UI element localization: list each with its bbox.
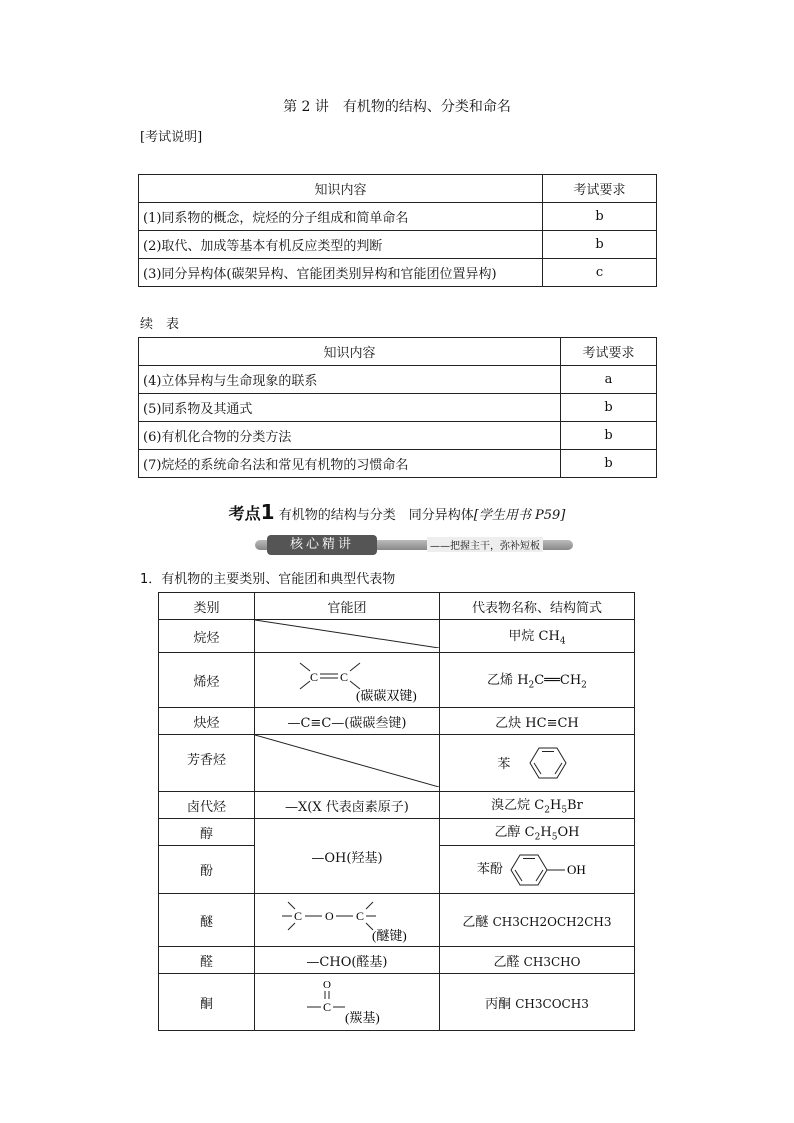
diagonal-line [255, 735, 439, 787]
category-alkyne: 炔烃 [159, 708, 255, 735]
header-requirement: 考试要求 [543, 175, 657, 203]
category-halide: 卤代烃 [159, 792, 255, 819]
group-alkyne: —C≡C—(碳碳叁键) [254, 708, 439, 735]
banner-label: 核心精讲 [267, 535, 377, 555]
table-row [139, 259, 657, 287]
rep-ether: 乙醚 CH3CH2OCH2CH3 [439, 894, 634, 947]
rep-alcohol: 乙醇 $C_2H_5OH$ [439, 819, 634, 846]
table-row [159, 735, 635, 792]
rep-aromatic: 苯 [439, 735, 634, 792]
row-level: c [543, 259, 657, 287]
category-ether: 醚 [159, 894, 255, 947]
row-content: (2)取代、加成等基本有机反应类型的判断 [139, 231, 543, 259]
table-row [139, 366, 657, 394]
rep-alkyne: 乙炔 HC≡CH [439, 708, 634, 735]
page-title: 第 2 讲 有机物的结构、分类和命名 [283, 99, 511, 115]
double-bond-structure [272, 655, 422, 705]
category-alcohol: 醇 [159, 819, 255, 846]
exam-description-label: [考试说明] [140, 130, 203, 145]
rep-halide: 溴乙烷 $C_2H_5Br$ [439, 792, 634, 819]
table-row [159, 947, 635, 974]
rep-alkane: 甲烷 $CH_4$ [439, 620, 634, 653]
banner-note: ——把握主干，弥补短板 [427, 537, 543, 552]
kaodian-title: 有机物的结构与分类 同分异构体 [278, 508, 474, 523]
section-title: 1．有机物的主要类别、官能团和典型代表物 [140, 572, 396, 587]
category-ketone: 酮 [159, 974, 255, 1031]
table-row [159, 792, 635, 819]
category-alkane: 烷烃 [159, 620, 255, 653]
requirements-table-2 [138, 337, 657, 478]
row-level: b [561, 422, 657, 450]
row-level: b [561, 450, 657, 478]
row-level: a [561, 366, 657, 394]
category-phenol: 酚 [159, 846, 255, 894]
svg-text:C: C [293, 909, 302, 923]
table-row [159, 653, 635, 708]
group-aldehyde: —CHO(醛基) [254, 947, 439, 974]
row-level: b [561, 394, 657, 422]
ether-bond-structure [272, 896, 422, 944]
phenol-structure-icon [507, 850, 597, 890]
header-category: 类别 [159, 593, 255, 620]
kaodian-heading [0, 500, 794, 524]
table-row [139, 231, 657, 259]
table-row [159, 974, 635, 1031]
group-alkene [254, 653, 439, 708]
header-content: 知识内容 [139, 175, 543, 203]
row-content: (1)同系物的概念，烷烃的分子组成和简单命名 [139, 203, 543, 231]
group-halide: —X(X 代表卤素原子) [254, 792, 439, 819]
group-ether [254, 894, 439, 947]
table-row [139, 394, 657, 422]
continued-label: 续 表 [140, 317, 180, 332]
row-content: (4)立体异构与生命现象的联系 [139, 366, 561, 394]
row-level: b [543, 231, 657, 259]
group-none [254, 735, 439, 792]
row-content: (7)烷烃的系统命名法和常见有机物的习惯命名 [139, 450, 561, 478]
row-level: b [543, 203, 657, 231]
row-content: (5)同系物及其通式 [139, 394, 561, 422]
kaodian-prefix: 考点 [228, 504, 261, 523]
header-requirement: 考试要求 [561, 338, 657, 366]
table-row [159, 819, 635, 846]
rep-alkene: 乙烯 $H_2C══CH_2$ [439, 653, 634, 708]
diagonal-line [255, 620, 439, 648]
svg-text:(醚键): (醚键) [371, 928, 407, 943]
svg-text:(羰基): (羰基) [344, 1010, 380, 1025]
header-group: 官能团 [254, 593, 439, 620]
group-ketone [254, 974, 439, 1031]
core-banner [255, 535, 573, 555]
rep-phenol: 苯酚 OH [439, 846, 634, 894]
table-row [159, 620, 635, 653]
functional-group-table [158, 592, 635, 1031]
table-row [139, 450, 657, 478]
category-alkene: 烯烃 [159, 653, 255, 708]
table-row [159, 708, 635, 735]
page-reference: [学生用书 P59] [473, 508, 566, 523]
category-aldehyde: 醛 [159, 947, 255, 974]
group-hydroxyl: —OH(羟基) [254, 819, 439, 894]
kaodian-number: 1 [260, 500, 275, 524]
table-row [139, 203, 657, 231]
rep-aldehyde: 乙醛 CH3CHO [439, 947, 634, 974]
table-row [139, 422, 657, 450]
header-representative: 代表物名称、结构简式 [439, 593, 634, 620]
header-content: 知识内容 [139, 338, 561, 366]
svg-text:C: C [322, 1000, 331, 1014]
svg-text:C: C [339, 670, 348, 684]
svg-text:O: O [324, 909, 334, 923]
svg-text:O: O [322, 979, 331, 991]
svg-text:C: C [309, 670, 318, 684]
svg-text:(碳碳双键): (碳碳双键) [355, 688, 417, 703]
group-none [254, 620, 439, 653]
carbonyl-structure [287, 976, 407, 1028]
svg-text:C: C [355, 909, 364, 923]
svg-text:OH: OH [567, 861, 586, 877]
requirements-table-1 [138, 174, 657, 287]
table-row [159, 894, 635, 947]
rep-ketone: 丙酮 CH3COCH3 [439, 974, 634, 1031]
category-aromatic: 芳香烃 [159, 735, 255, 792]
row-content: (3)同分异构体(碳架异构、官能团类别异构和官能团位置异构) [139, 259, 543, 287]
row-content: (6)有机化合物的分类方法 [139, 422, 561, 450]
benzene-ring-icon [515, 743, 577, 783]
